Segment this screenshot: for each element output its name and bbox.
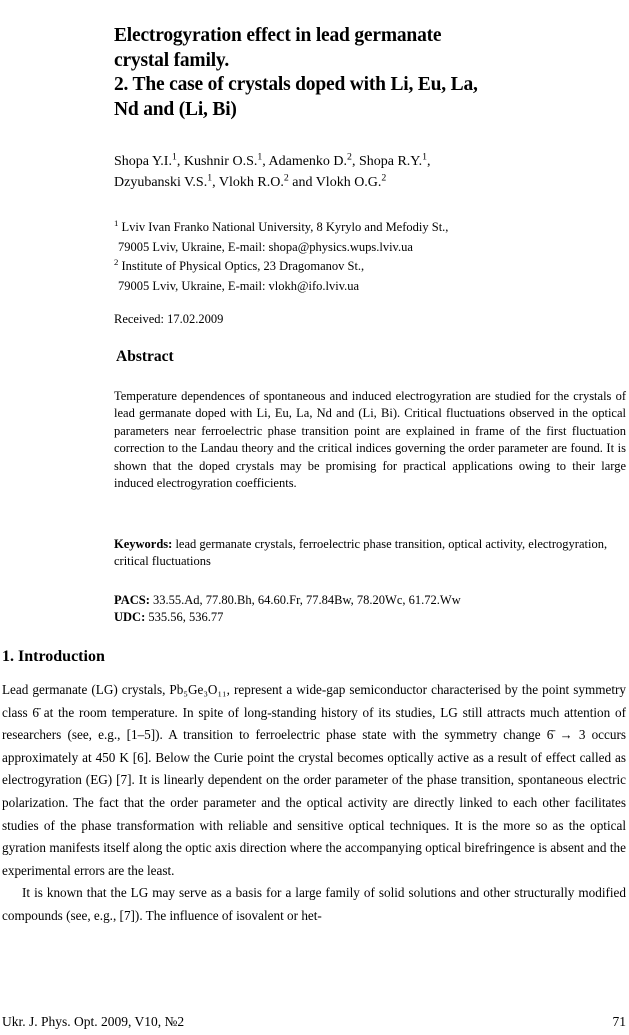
received-date: Received: 17.02.2009 [114,312,224,326]
pacs-text: 33.55.Ad, 77.80.Bh, 64.60.Fr, 77.84Bw, 78.20Wc, 61.72.Ww [149,593,461,607]
affiliation-line: 79005 Lviv, Ukraine, E-mail: vlokh@ifo.lviv.ua [118,279,360,294]
title-line: 2. The case of crystals doped with Li, Eu, La, [114,74,478,95]
author-name: and Vlokh O.G. [288,175,382,190]
affiliation-mark: 2 [114,257,119,268]
affiliation-mark: 1 [207,172,213,184]
keywords [114,536,626,571]
affiliation-line: Institute of Physical Optics, 23 Dragomanov St., [118,259,365,274]
author-name: , Shopa R.Y. [351,154,423,169]
title-line: Electrogyration effect in lead germanate [114,25,442,46]
affiliation-mark: 1 [114,217,119,228]
abstract-text: Temperature dependences of spontaneous and induced electrogyration are studied for the crystals of lead germanate doped with Li, Eu, La, Nd and (Li, Bi). Critical fluctuations observed in the optical parameters near ferroelectric phase transition point are explained in frame of the first fluctuation correction to the Landau theory and the critical indices governing the order parameter are found. It is shown that the doped crystals may be promising for practical applications owing to their large induced electrogyration coefficients. [114,389,626,491]
author-name: , Kushnir O.S. [176,154,258,169]
title-line: Nd and (Li, Bi) [114,98,237,120]
affiliation-mark: 1 [422,151,428,163]
paper-title [114,24,584,122]
abstract-heading: Abstract [116,348,174,365]
keywords-label: Keywords: [114,537,173,551]
author-name: Dzyubanski V.S. [114,175,208,190]
author-name: , Vlokh R.O. [212,175,284,190]
author-name: Shopa Y.I. [114,154,172,169]
keywords-text: lead germanate crystals, ferroelectric phase transition, optical activity, electrogyration, critical fluctuations [114,537,608,569]
affiliation-mark: 2 [381,172,387,184]
classification-codes [114,592,461,627]
author-name: , Adamenko D. [262,154,348,169]
author-list [114,151,431,193]
paragraph: Lead germanate (LG) crystals, Pb₅Ge₃O₁₁, represent a wide-gap semiconductor characterised by the point symmetry class 6̄ at the room temperature. In spite of long-standing history of its studies, LG still attracts much attention of researchers (see, e.g., [1–5]). A transition to ferroelectric phase state with the symmetry change 6̄ → 3 occurs approximately at 450 K [6]. Below the Curie point the crystal becomes optically active as a result of effect called as electrogyration (EG) [7]. It is linearly dependent on the order parameter of the phase transition, spontaneous electric polarization. The fact that the order parameter and the optical activity are directly linked to each other facilitates studies of the phase transformation with reliable and sensitive optical techniques. It is the more so as the optical gyration manifests itself along the optic axis direction where the accompanying optical birefringence is absent and the experimental errors are the least. [2,682,626,878]
paragraph: It is known that the LG may serve as a basis for a large family of solid solutions and other structurally modified compounds (see, e.g., [7]). The influence of isovalent or het- [2,885,626,923]
pacs-label: PACS: [114,593,150,607]
author-separator: , [427,154,431,169]
introduction-body [2,679,626,928]
udc-label: UDC: [114,610,146,625]
title-line: crystal family. [114,49,230,71]
journal-citation: Ukr. J. Phys. Opt. 2009, V10, №2 [2,1014,185,1029]
affiliation-mark: 1 [171,151,177,163]
affiliations [114,218,448,297]
section-heading: 1. Introduction [2,648,105,665]
affiliation-line: Lviv Ivan Franko National University, 8 Kyrylo and Mefodiy St., [118,220,449,234]
affiliation-mark: 1 [257,151,263,163]
udc-text: 535.56, 536.77 [145,610,224,625]
affiliation-line: 79005 Lviv, Ukraine, E-mail: shopa@physics.wups.lviv.ua [118,239,413,254]
affiliation-mark: 2 [347,151,352,163]
affiliation-mark: 2 [283,172,289,184]
page-number: 71 [612,1014,626,1029]
